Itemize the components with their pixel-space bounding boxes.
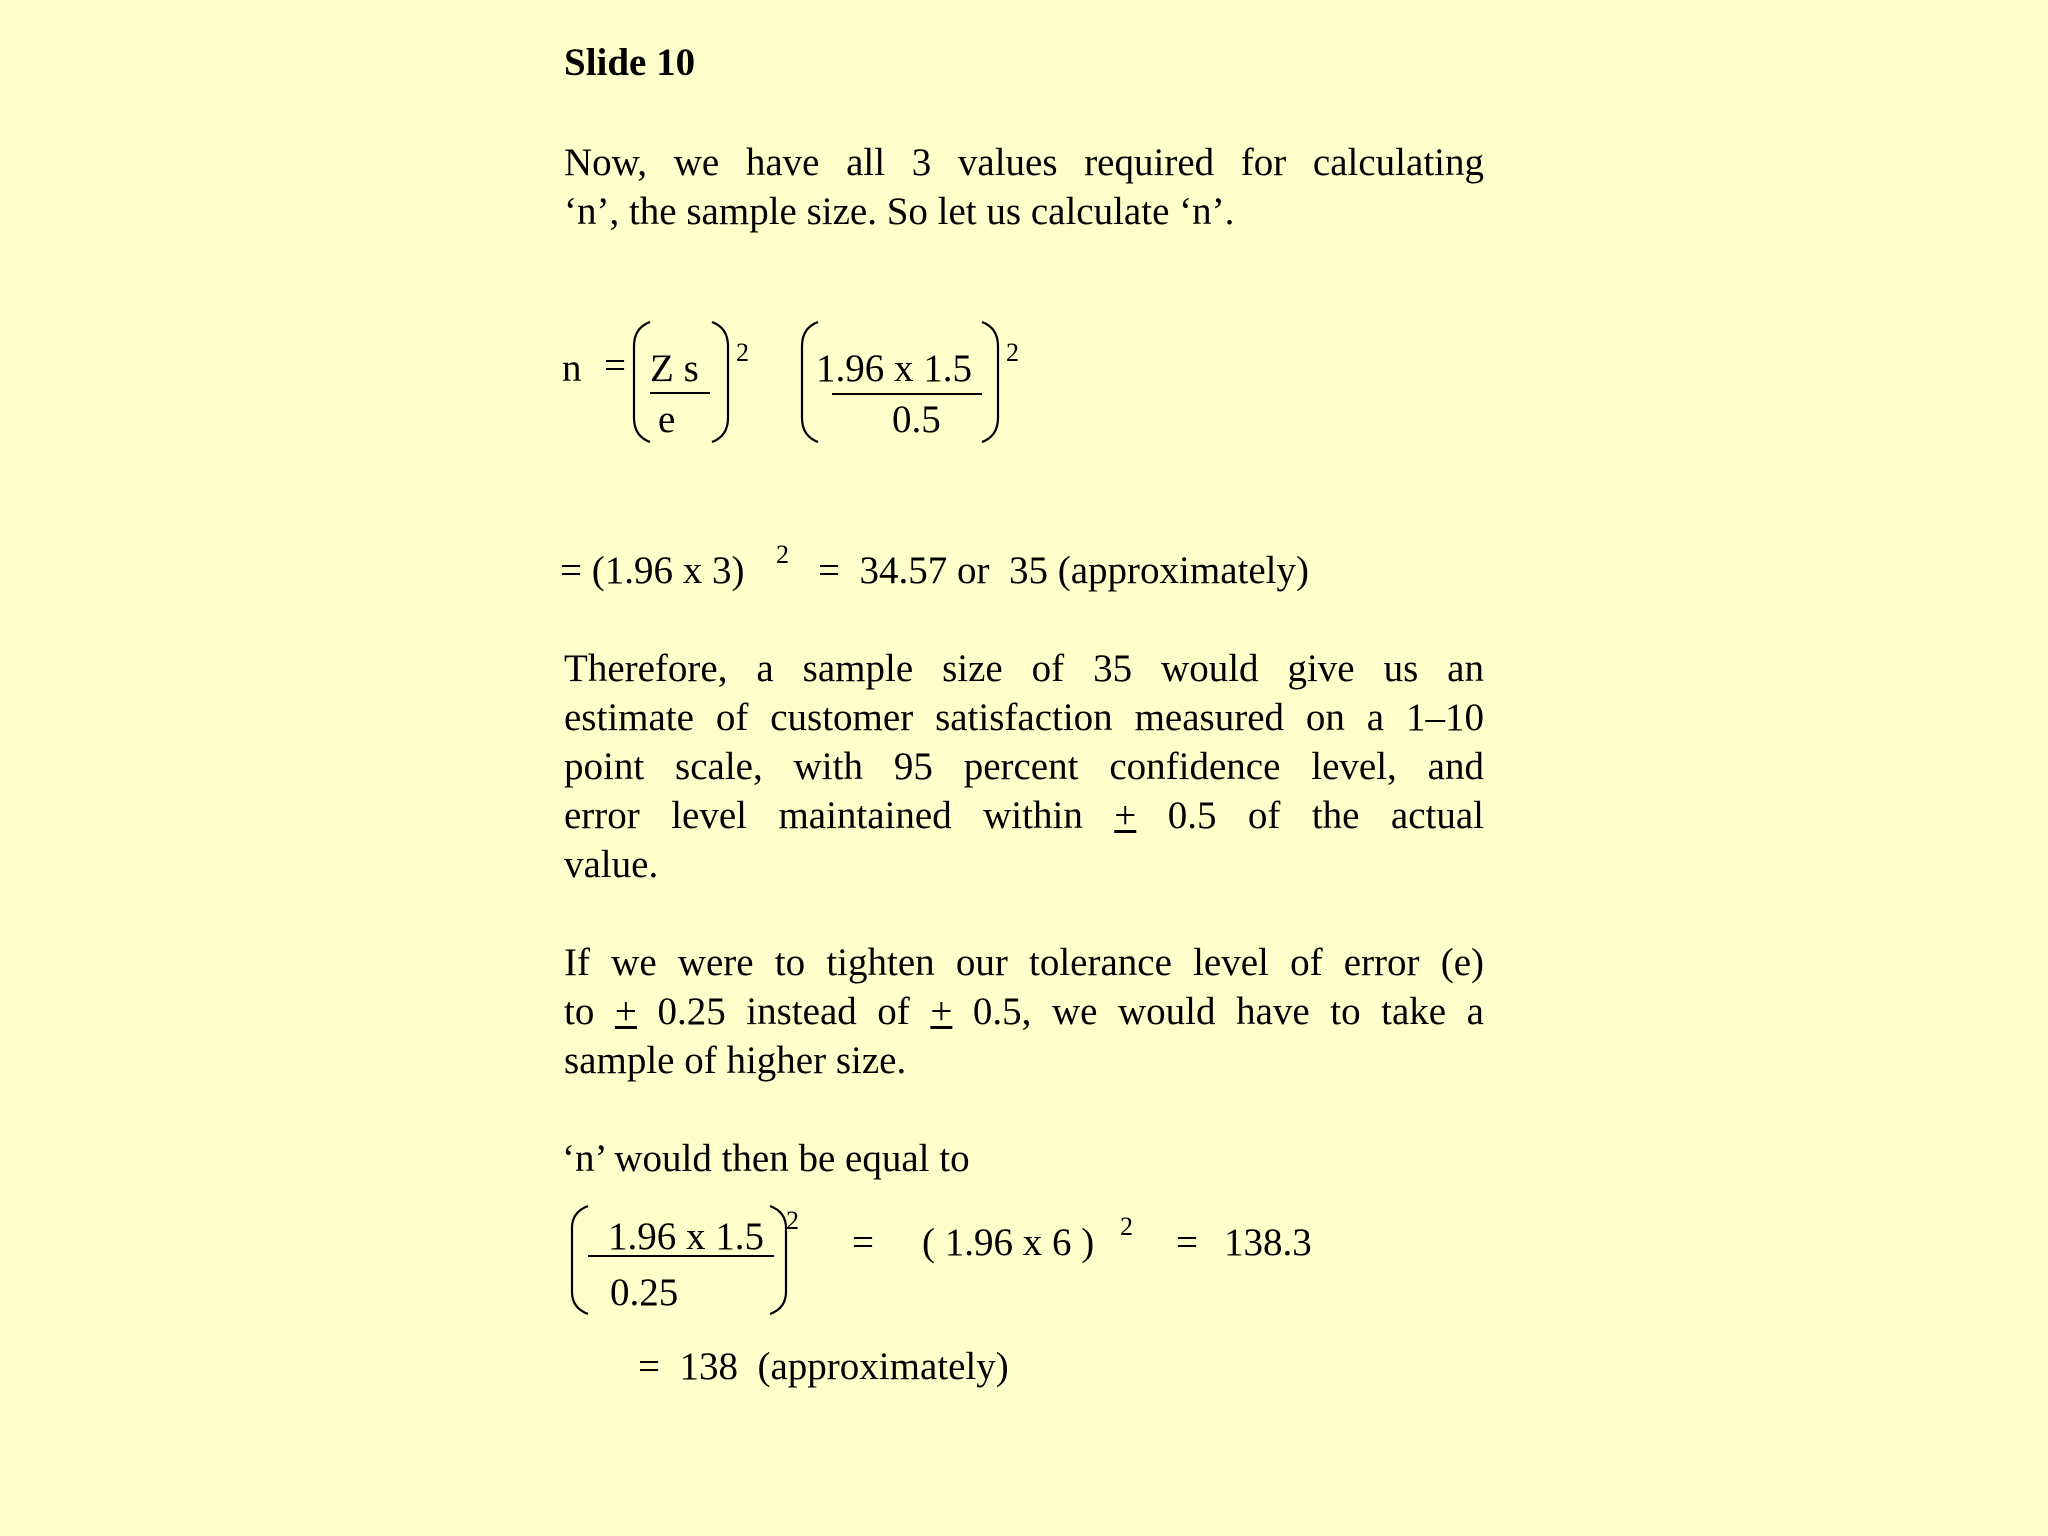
formula-1-frac-bar-a <box>650 392 710 394</box>
formula-1-right-paren <box>706 320 734 444</box>
slide-title: Slide 10 <box>564 41 696 84</box>
formula-1-right-paren-numeric <box>976 320 1004 444</box>
formula-1-frac-bar-b <box>832 393 982 395</box>
result-1-expr: = (1.96 x 3) <box>560 549 745 592</box>
conclusion-line-4-pre: error level maintained within <box>564 794 1083 837</box>
intro-line-2: ‘n’, the sample size. So let us calculate ‘n’. <box>564 190 1235 233</box>
plus-minus-sign: + <box>1114 794 1137 837</box>
formula-1-num-numeric: 1.96 x 1.5 <box>816 347 972 390</box>
formula-2-frac-bar <box>588 1255 774 1257</box>
result-1-exponent: 2 <box>776 540 789 569</box>
plus-minus-sign: + <box>614 990 637 1033</box>
tighten-line-1: If we were to tighten our tolerance level of error (e) <box>564 941 1484 984</box>
formula-2-exponent: 2 <box>786 1206 799 1235</box>
tighten-line-2 <box>564 987 1484 1036</box>
conclusion-line-5: value. <box>564 843 659 886</box>
conclusion-line-4-post: 0.5 of the actual <box>1167 794 1484 837</box>
conclusion-paragraph <box>564 644 1484 889</box>
formula-2-num: 1.96 x 1.5 <box>608 1215 764 1258</box>
conclusion-line-3: point scale, with 95 percent confidence level, and <box>564 745 1484 788</box>
formula-2-left-paren <box>566 1204 594 1316</box>
formula-2-mid: ( 1.96 x 6 ) <box>922 1221 1095 1264</box>
formula-1-lhs: n <box>562 347 582 390</box>
formula-1-den-numeric: 0.5 <box>892 398 941 441</box>
result-1-rest: = 34.57 or 35 (approximately) <box>818 549 1309 592</box>
formula-2-equals-2: = <box>1176 1221 1198 1264</box>
plus-minus-sign: + <box>930 990 953 1033</box>
tighten-paragraph <box>564 938 1484 1085</box>
tighten-line-3: sample of higher size. <box>564 1039 907 1082</box>
formula-1-den-symbolic: e <box>658 398 676 441</box>
formula-1-equals: = <box>604 344 626 387</box>
formula-1-exponent-a: 2 <box>736 338 749 367</box>
conclusion-line-1: Therefore, a sample size of 35 would give us an <box>564 647 1484 690</box>
formula-2-mid-exponent: 2 <box>1120 1212 1133 1241</box>
then-line: ‘n’ would then be equal to <box>562 1137 970 1180</box>
tighten-line-2-a: to <box>564 990 595 1033</box>
formula-2-den: 0.25 <box>610 1271 679 1314</box>
formula-1-num-symbolic: Z s <box>650 347 699 390</box>
formula-1-exponent-b: 2 <box>1006 338 1019 367</box>
conclusion-line-2: estimate of customer satisfaction measured on a 1–10 <box>564 696 1484 739</box>
conclusion-line-4 <box>564 791 1484 840</box>
formula-2-value: 138.3 <box>1224 1221 1312 1264</box>
result-2: = 138 (approximately) <box>638 1345 1009 1388</box>
tighten-line-2-c: 0.5, we would have to take a <box>972 990 1484 1033</box>
formula-2-equals-1: = <box>852 1221 874 1264</box>
intro-paragraph <box>564 138 1484 236</box>
tighten-line-2-b: 0.25 instead of <box>657 990 910 1033</box>
intro-line-1: Now, we have all 3 values required for calculating <box>564 141 1484 184</box>
